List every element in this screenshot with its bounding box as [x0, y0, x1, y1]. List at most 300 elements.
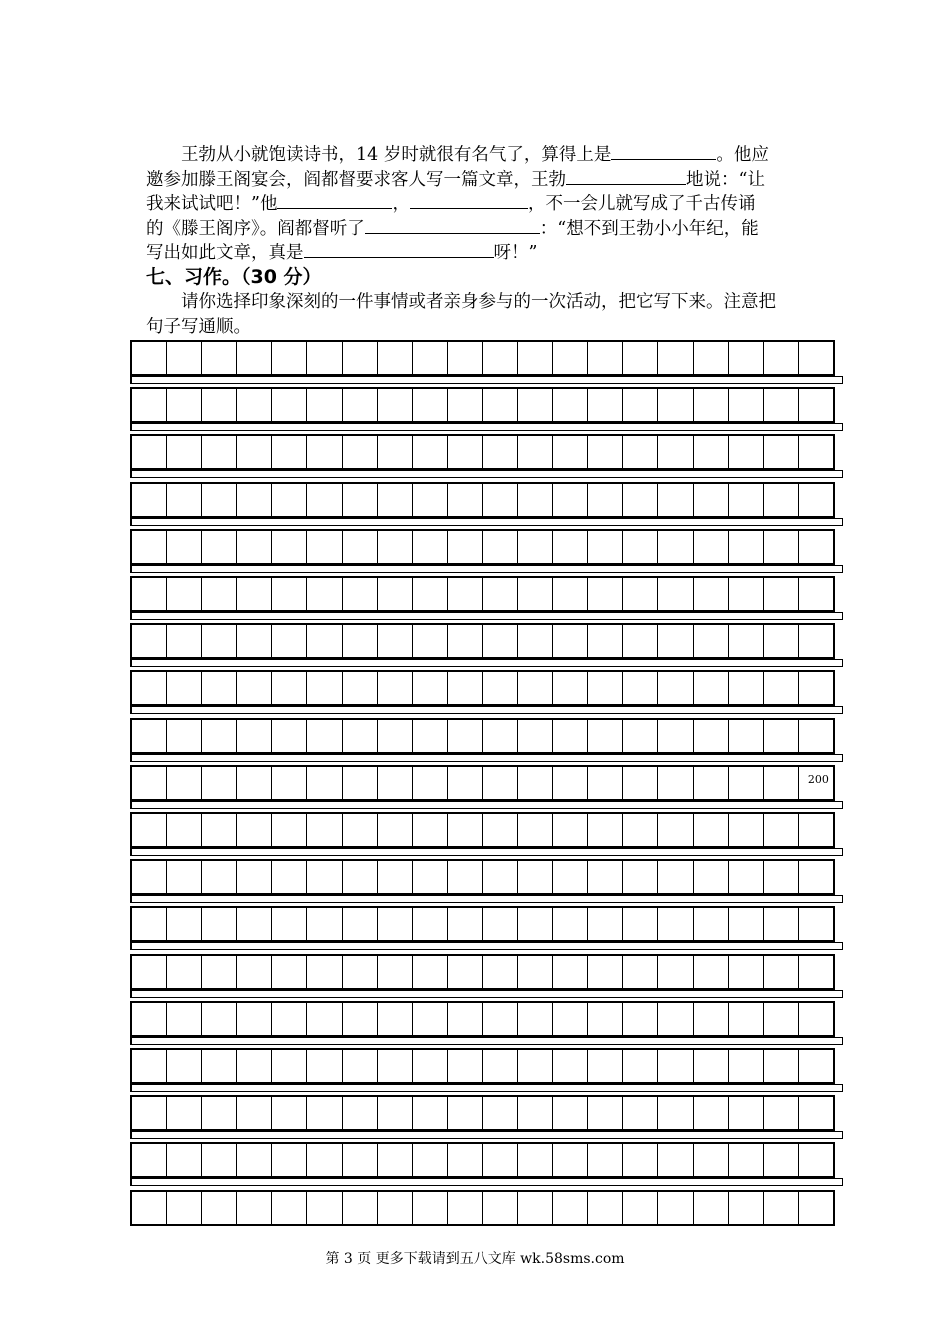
grid-cell[interactable]	[167, 1050, 202, 1082]
grid-cell[interactable]	[658, 1003, 693, 1035]
grid-cell[interactable]	[588, 720, 623, 752]
grid-cell[interactable]	[343, 672, 378, 704]
grid-cell[interactable]	[202, 720, 237, 752]
grid-cell[interactable]	[343, 1144, 378, 1176]
grid-cell[interactable]	[307, 672, 342, 704]
grid-cell[interactable]	[202, 389, 237, 421]
grid-cell[interactable]	[483, 1192, 518, 1224]
grid-cell[interactable]	[448, 1144, 483, 1176]
grid-cell[interactable]	[272, 342, 307, 374]
grid-cell[interactable]	[448, 1003, 483, 1035]
grid-cell[interactable]	[167, 1144, 202, 1176]
grid-cell[interactable]	[483, 908, 518, 940]
grid-cell[interactable]	[413, 1097, 448, 1129]
grid-cell[interactable]	[518, 436, 553, 468]
grid-cell[interactable]	[307, 1097, 342, 1129]
grid-cell[interactable]	[378, 1144, 413, 1176]
grid-cell[interactable]	[237, 767, 272, 799]
answer-blank-6[interactable]	[304, 239, 494, 258]
grid-cell[interactable]	[448, 531, 483, 563]
grid-cell[interactable]	[694, 956, 729, 988]
grid-cell[interactable]	[237, 1097, 272, 1129]
grid-cell[interactable]	[623, 1192, 658, 1224]
grid-cell[interactable]	[343, 578, 378, 610]
grid-cell[interactable]	[307, 531, 342, 563]
grid-cell[interactable]	[518, 625, 553, 657]
grid-cell[interactable]	[343, 625, 378, 657]
grid-cell[interactable]	[799, 625, 833, 657]
grid-cell[interactable]	[799, 342, 833, 374]
grid-cell[interactable]	[658, 531, 693, 563]
grid-cell[interactable]	[202, 484, 237, 516]
grid-cell[interactable]	[448, 436, 483, 468]
grid-cell[interactable]	[272, 578, 307, 610]
grid-cell[interactable]	[799, 1192, 833, 1224]
grid-cell[interactable]	[378, 625, 413, 657]
grid-cell[interactable]	[307, 814, 342, 846]
grid-cell[interactable]	[553, 672, 588, 704]
grid-cell[interactable]	[378, 720, 413, 752]
grid-cell[interactable]	[799, 861, 833, 893]
grid-cell[interactable]	[483, 436, 518, 468]
grid-cell[interactable]	[729, 484, 764, 516]
grid-cell[interactable]	[167, 1192, 202, 1224]
grid-cell[interactable]	[272, 1003, 307, 1035]
grid-cell[interactable]	[413, 720, 448, 752]
grid-cell[interactable]	[553, 1097, 588, 1129]
grid-cell[interactable]	[202, 625, 237, 657]
grid-cell[interactable]	[448, 342, 483, 374]
grid-cell[interactable]	[343, 814, 378, 846]
grid-cell[interactable]	[237, 389, 272, 421]
grid-cell[interactable]	[202, 1097, 237, 1129]
grid-cell[interactable]	[237, 861, 272, 893]
grid-cell[interactable]	[658, 436, 693, 468]
grid-cell[interactable]	[553, 1144, 588, 1176]
grid-cell[interactable]	[413, 578, 448, 610]
grid-cell[interactable]	[623, 342, 658, 374]
grid-cell[interactable]	[553, 767, 588, 799]
grid-cell[interactable]	[553, 956, 588, 988]
grid-cell[interactable]	[202, 767, 237, 799]
grid-cell[interactable]	[413, 625, 448, 657]
grid-cell[interactable]	[272, 389, 307, 421]
grid-cell[interactable]	[764, 342, 799, 374]
grid-cell[interactable]	[167, 672, 202, 704]
grid-cell[interactable]	[343, 767, 378, 799]
grid-cell[interactable]	[764, 484, 799, 516]
grid-cell[interactable]	[378, 672, 413, 704]
grid-cell[interactable]	[588, 1003, 623, 1035]
grid-cell[interactable]	[623, 1144, 658, 1176]
grid-cell[interactable]	[729, 908, 764, 940]
grid-cell[interactable]	[413, 956, 448, 988]
grid-cell[interactable]	[413, 861, 448, 893]
grid-cell[interactable]	[307, 1144, 342, 1176]
grid-cell[interactable]	[764, 531, 799, 563]
grid-cell[interactable]	[202, 436, 237, 468]
grid-cell[interactable]	[729, 1050, 764, 1082]
grid-cell[interactable]	[518, 1003, 553, 1035]
grid-cell[interactable]	[167, 767, 202, 799]
grid-cell[interactable]	[132, 531, 167, 563]
grid-cell[interactable]	[132, 814, 167, 846]
grid-cell[interactable]	[799, 1144, 833, 1176]
grid-cell[interactable]	[729, 389, 764, 421]
grid-cell[interactable]	[132, 1144, 167, 1176]
grid-cell[interactable]	[588, 1097, 623, 1129]
grid-cell[interactable]	[729, 956, 764, 988]
grid-cell[interactable]	[132, 436, 167, 468]
grid-cell[interactable]	[658, 389, 693, 421]
grid-cell[interactable]	[658, 1192, 693, 1224]
grid-cell[interactable]	[518, 672, 553, 704]
grid-cell[interactable]	[378, 436, 413, 468]
grid-cell[interactable]	[448, 625, 483, 657]
grid-cell[interactable]	[483, 1097, 518, 1129]
grid-cell[interactable]	[413, 436, 448, 468]
grid-cell[interactable]	[799, 484, 833, 516]
grid-cell[interactable]	[694, 672, 729, 704]
grid-cell[interactable]	[483, 814, 518, 846]
grid-cell[interactable]	[272, 484, 307, 516]
grid-cell[interactable]	[132, 389, 167, 421]
grid-cell[interactable]	[518, 1144, 553, 1176]
grid-cell[interactable]	[132, 956, 167, 988]
grid-cell[interactable]	[272, 814, 307, 846]
grid-cell[interactable]	[518, 531, 553, 563]
grid-cell[interactable]	[378, 861, 413, 893]
grid-cell[interactable]	[553, 861, 588, 893]
grid-cell[interactable]	[378, 389, 413, 421]
grid-cell[interactable]	[132, 908, 167, 940]
grid-cell[interactable]	[448, 767, 483, 799]
grid-cell[interactable]	[623, 1050, 658, 1082]
grid-cell[interactable]	[588, 389, 623, 421]
grid-cell[interactable]	[202, 1144, 237, 1176]
grid-cell[interactable]	[518, 389, 553, 421]
grid-cell[interactable]	[623, 720, 658, 752]
grid-cell[interactable]	[518, 342, 553, 374]
grid-cell[interactable]	[132, 342, 167, 374]
grid-cell[interactable]	[729, 672, 764, 704]
grid-cell[interactable]	[202, 342, 237, 374]
grid-cell[interactable]	[553, 1192, 588, 1224]
grid-cell[interactable]	[553, 389, 588, 421]
grid-cell[interactable]	[694, 814, 729, 846]
grid-cell[interactable]	[729, 1192, 764, 1224]
grid-cell[interactable]	[764, 1192, 799, 1224]
grid-cell[interactable]	[343, 908, 378, 940]
grid-cell[interactable]	[272, 672, 307, 704]
grid-cell[interactable]	[413, 672, 448, 704]
grid-cell[interactable]	[307, 767, 342, 799]
grid-cell[interactable]	[167, 625, 202, 657]
grid-cell[interactable]	[132, 625, 167, 657]
grid-cell[interactable]	[518, 956, 553, 988]
grid-cell[interactable]	[799, 672, 833, 704]
grid-cell[interactable]	[378, 1192, 413, 1224]
grid-cell[interactable]	[167, 578, 202, 610]
grid-cell[interactable]	[237, 484, 272, 516]
grid-cell[interactable]	[799, 531, 833, 563]
grid-cell[interactable]	[343, 531, 378, 563]
grid-cell[interactable]	[518, 1050, 553, 1082]
grid-cell[interactable]	[729, 342, 764, 374]
grid-cell[interactable]	[518, 720, 553, 752]
grid-cell[interactable]	[764, 436, 799, 468]
grid-cell[interactable]	[272, 1144, 307, 1176]
grid-cell[interactable]	[237, 1144, 272, 1176]
grid-cell[interactable]	[623, 531, 658, 563]
grid-cell[interactable]	[694, 531, 729, 563]
grid-cell[interactable]	[623, 625, 658, 657]
grid-cell[interactable]	[378, 767, 413, 799]
grid-cell[interactable]	[518, 1192, 553, 1224]
grid-cell[interactable]	[553, 342, 588, 374]
grid-cell[interactable]	[623, 1097, 658, 1129]
grid-cell[interactable]	[658, 861, 693, 893]
grid-cell[interactable]	[553, 908, 588, 940]
grid-cell[interactable]	[307, 484, 342, 516]
grid-cell[interactable]	[694, 1097, 729, 1129]
grid-cell[interactable]	[343, 484, 378, 516]
grid-cell[interactable]	[729, 814, 764, 846]
grid-cell[interactable]	[448, 720, 483, 752]
grid-cell[interactable]	[307, 1003, 342, 1035]
grid-cell[interactable]	[799, 436, 833, 468]
grid-cell[interactable]	[764, 1144, 799, 1176]
grid-cell[interactable]	[132, 578, 167, 610]
grid-cell[interactable]	[307, 436, 342, 468]
grid-cell[interactable]	[799, 814, 833, 846]
grid-cell[interactable]	[272, 720, 307, 752]
grid-cell[interactable]	[588, 578, 623, 610]
grid-cell[interactable]	[378, 578, 413, 610]
grid-cell[interactable]	[764, 956, 799, 988]
grid-cell[interactable]	[694, 908, 729, 940]
grid-cell[interactable]	[623, 672, 658, 704]
grid-cell[interactable]	[694, 625, 729, 657]
grid-cell[interactable]	[343, 389, 378, 421]
grid-cell[interactable]	[237, 1192, 272, 1224]
grid-cell[interactable]	[694, 342, 729, 374]
grid-cell[interactable]	[764, 767, 799, 799]
grid-cell[interactable]	[202, 1192, 237, 1224]
grid-cell[interactable]	[448, 1192, 483, 1224]
grid-cell[interactable]	[623, 956, 658, 988]
grid-cell[interactable]	[623, 767, 658, 799]
grid-cell[interactable]	[518, 767, 553, 799]
grid-cell[interactable]	[764, 1050, 799, 1082]
writing-grid[interactable]	[130, 340, 843, 1231]
grid-cell[interactable]	[272, 436, 307, 468]
grid-cell[interactable]	[694, 861, 729, 893]
grid-cell[interactable]	[378, 531, 413, 563]
grid-cell[interactable]	[588, 484, 623, 516]
grid-cell[interactable]	[167, 436, 202, 468]
grid-cell[interactable]	[202, 908, 237, 940]
grid-cell[interactable]	[588, 625, 623, 657]
grid-cell[interactable]	[272, 531, 307, 563]
grid-cell[interactable]	[237, 1050, 272, 1082]
grid-cell[interactable]	[799, 956, 833, 988]
grid-cell[interactable]	[378, 956, 413, 988]
grid-cell[interactable]	[307, 1192, 342, 1224]
grid-cell[interactable]	[307, 956, 342, 988]
grid-cell[interactable]	[448, 956, 483, 988]
grid-cell[interactable]	[483, 484, 518, 516]
grid-cell[interactable]	[413, 389, 448, 421]
grid-cell[interactable]	[167, 484, 202, 516]
answer-blank-5[interactable]	[365, 215, 540, 234]
grid-cell[interactable]	[132, 1003, 167, 1035]
grid-cell[interactable]	[623, 1003, 658, 1035]
grid-cell[interactable]	[202, 861, 237, 893]
grid-cell[interactable]	[132, 1192, 167, 1224]
grid-cell[interactable]	[588, 956, 623, 988]
grid-cell[interactable]	[483, 861, 518, 893]
grid-cell[interactable]	[272, 767, 307, 799]
grid-cell[interactable]	[132, 720, 167, 752]
grid-cell[interactable]	[237, 720, 272, 752]
grid-cell[interactable]	[237, 436, 272, 468]
grid-cell[interactable]	[307, 389, 342, 421]
grid-cell[interactable]	[132, 861, 167, 893]
grid-cell[interactable]	[167, 1097, 202, 1129]
grid-cell[interactable]	[658, 767, 693, 799]
grid-cell[interactable]	[694, 578, 729, 610]
grid-cell[interactable]	[483, 625, 518, 657]
grid-cell[interactable]	[448, 908, 483, 940]
grid-cell[interactable]	[623, 578, 658, 610]
grid-cell[interactable]	[764, 908, 799, 940]
grid-cell[interactable]	[553, 1050, 588, 1082]
grid-cell[interactable]	[413, 1192, 448, 1224]
grid-cell[interactable]	[623, 861, 658, 893]
grid-cell[interactable]	[272, 956, 307, 988]
grid-cell[interactable]	[729, 861, 764, 893]
grid-cell[interactable]	[378, 814, 413, 846]
grid-cell[interactable]	[518, 484, 553, 516]
grid-cell[interactable]	[237, 578, 272, 610]
grid-cell[interactable]	[553, 720, 588, 752]
grid-cell[interactable]	[413, 1050, 448, 1082]
grid-cell[interactable]	[307, 342, 342, 374]
grid-cell[interactable]	[799, 578, 833, 610]
grid-cell[interactable]	[343, 1003, 378, 1035]
grid-cell[interactable]	[729, 1144, 764, 1176]
grid-cell[interactable]	[413, 1003, 448, 1035]
grid-cell[interactable]	[448, 814, 483, 846]
grid-cell[interactable]	[483, 342, 518, 374]
grid-cell[interactable]	[764, 1097, 799, 1129]
grid-cell[interactable]	[623, 484, 658, 516]
grid-cell[interactable]	[658, 1050, 693, 1082]
grid-cell[interactable]	[588, 531, 623, 563]
grid-cell[interactable]	[729, 436, 764, 468]
grid-cell[interactable]	[343, 1097, 378, 1129]
grid-cell[interactable]	[658, 908, 693, 940]
grid-cell[interactable]	[343, 436, 378, 468]
grid-cell[interactable]	[483, 531, 518, 563]
grid-cell[interactable]	[307, 625, 342, 657]
grid-cell[interactable]	[588, 814, 623, 846]
grid-cell[interactable]	[729, 767, 764, 799]
grid-cell[interactable]	[483, 1144, 518, 1176]
grid-cell[interactable]	[202, 672, 237, 704]
grid-cell[interactable]	[799, 1050, 833, 1082]
grid-cell[interactable]	[237, 342, 272, 374]
grid-cell[interactable]	[588, 861, 623, 893]
grid-cell[interactable]	[729, 531, 764, 563]
grid-cell[interactable]	[483, 578, 518, 610]
grid-cell[interactable]	[307, 908, 342, 940]
grid-cell[interactable]	[167, 861, 202, 893]
grid-cell[interactable]	[729, 578, 764, 610]
grid-cell[interactable]	[167, 908, 202, 940]
grid-cell[interactable]	[658, 578, 693, 610]
grid-cell[interactable]	[448, 1050, 483, 1082]
grid-cell[interactable]	[483, 389, 518, 421]
grid-cell[interactable]	[623, 389, 658, 421]
grid-cell[interactable]	[483, 672, 518, 704]
grid-cell[interactable]	[588, 1192, 623, 1224]
answer-blank-1[interactable]	[611, 141, 716, 160]
grid-cell[interactable]	[413, 342, 448, 374]
grid-cell[interactable]	[202, 956, 237, 988]
grid-cell[interactable]	[202, 1003, 237, 1035]
grid-cell[interactable]	[694, 1144, 729, 1176]
grid-cell[interactable]	[658, 625, 693, 657]
grid-cell[interactable]	[378, 908, 413, 940]
grid-cell[interactable]	[343, 342, 378, 374]
grid-cell[interactable]	[167, 342, 202, 374]
grid-cell[interactable]	[623, 908, 658, 940]
grid-cell[interactable]	[237, 672, 272, 704]
grid-cell[interactable]	[588, 342, 623, 374]
grid-cell[interactable]	[553, 578, 588, 610]
grid-cell[interactable]	[764, 861, 799, 893]
grid-cell[interactable]	[237, 531, 272, 563]
grid-cell[interactable]	[658, 1097, 693, 1129]
grid-cell[interactable]	[132, 1097, 167, 1129]
grid-cell[interactable]	[378, 484, 413, 516]
grid-cell[interactable]	[343, 1192, 378, 1224]
grid-cell[interactable]	[694, 767, 729, 799]
grid-cell[interactable]	[378, 342, 413, 374]
grid-cell[interactable]	[799, 1097, 833, 1129]
grid-cell[interactable]	[272, 1050, 307, 1082]
answer-blank-4[interactable]	[410, 190, 528, 209]
grid-cell[interactable]	[378, 1097, 413, 1129]
grid-cell[interactable]	[694, 389, 729, 421]
grid-cell[interactable]	[272, 908, 307, 940]
grid-cell[interactable]	[343, 1050, 378, 1082]
grid-cell[interactable]	[448, 1097, 483, 1129]
grid-cell[interactable]	[553, 625, 588, 657]
grid-cell[interactable]	[167, 720, 202, 752]
grid-cell[interactable]	[518, 814, 553, 846]
grid-cell[interactable]	[799, 389, 833, 421]
grid-cell[interactable]	[658, 342, 693, 374]
grid-cell[interactable]	[237, 1003, 272, 1035]
grid-cell[interactable]	[588, 436, 623, 468]
grid-cell[interactable]	[764, 1003, 799, 1035]
grid-cell[interactable]	[588, 767, 623, 799]
grid-cell[interactable]	[167, 1003, 202, 1035]
grid-cell[interactable]	[764, 389, 799, 421]
